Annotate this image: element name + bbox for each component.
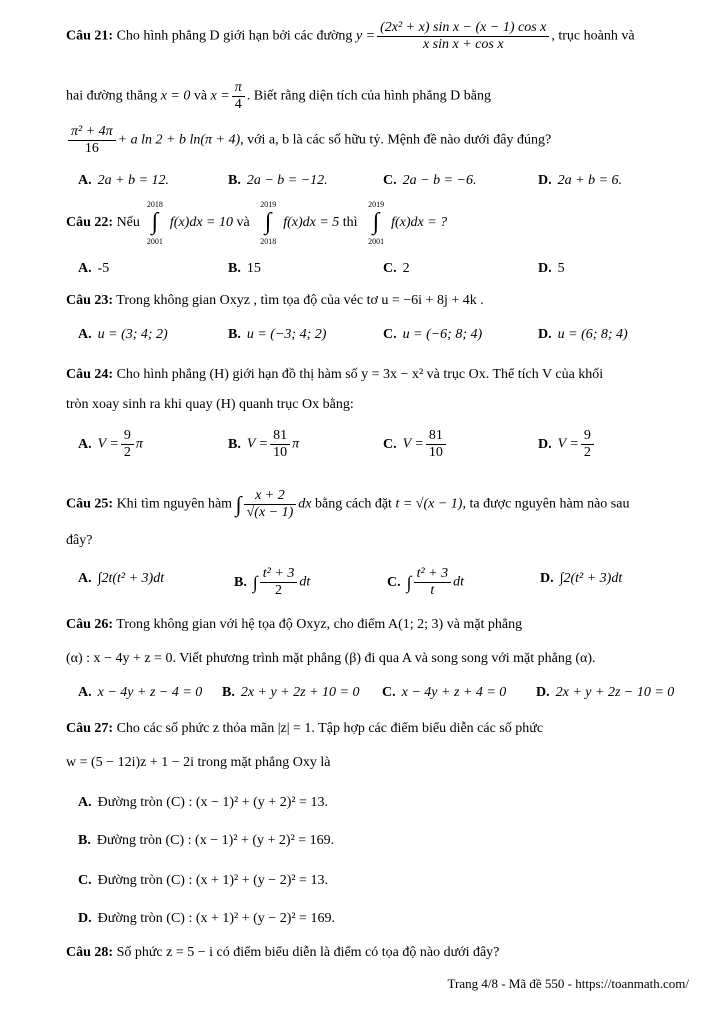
option-text: -5 bbox=[97, 261, 110, 276]
q26-line1 bbox=[66, 616, 522, 634]
option-text: u = (−6; 8; 4) bbox=[402, 327, 483, 342]
option-fraction bbox=[581, 428, 594, 461]
option-tail: dt bbox=[453, 574, 464, 590]
integral-sign-icon: ∫ bbox=[264, 209, 272, 235]
option-denominator: 2 bbox=[275, 583, 283, 598]
q24-option-a[interactable] bbox=[78, 428, 143, 461]
q25-option-c[interactable] bbox=[387, 566, 464, 599]
q25-text-3: , ta được nguyên hàm nào sau bbox=[462, 496, 630, 512]
integral-lower-bound: 2001 bbox=[368, 237, 385, 246]
option-fraction bbox=[121, 428, 134, 461]
option-letter: B. bbox=[234, 574, 247, 590]
q27-label: Câu 27: bbox=[66, 721, 114, 736]
option-text: 2 bbox=[402, 261, 410, 276]
option-text: 15 bbox=[246, 261, 261, 276]
q21-x0: x = 0 bbox=[160, 88, 191, 104]
q21-xpi-denominator: 4 bbox=[234, 97, 242, 112]
option-lhs: V = bbox=[557, 436, 579, 452]
option-letter: B. bbox=[228, 436, 241, 452]
integral-upper-bound: 2018 bbox=[146, 200, 163, 209]
option-letter: B. bbox=[222, 685, 235, 700]
option-numerator: 81 bbox=[426, 428, 446, 445]
integral-upper-bound: 2019 bbox=[368, 200, 385, 209]
q26-line2 bbox=[66, 650, 595, 668]
integral-sign-icon: ∫ bbox=[252, 572, 258, 593]
q26-label: Câu 26: bbox=[66, 617, 114, 632]
q21-option-c[interactable] bbox=[383, 172, 476, 190]
q25-integrand-tail: dx bbox=[298, 496, 312, 512]
option-letter: C. bbox=[382, 685, 396, 700]
q26-option-a[interactable] bbox=[78, 684, 202, 702]
q23-option-d[interactable] bbox=[538, 326, 628, 344]
option-letter: A. bbox=[78, 436, 92, 452]
option-letter: B. bbox=[228, 261, 241, 276]
q21-option-a[interactable] bbox=[78, 172, 169, 190]
q28-label: Câu 28: bbox=[66, 945, 114, 960]
q21-xpi-fraction bbox=[232, 80, 245, 113]
option-fraction bbox=[414, 566, 452, 599]
q23-label: Câu 23: bbox=[66, 293, 114, 308]
q25-integrand-numerator: x + 2 bbox=[244, 488, 297, 505]
q26-option-c[interactable] bbox=[382, 684, 506, 702]
option-letter: A. bbox=[78, 327, 92, 342]
option-text: 2a − b = −6. bbox=[402, 173, 477, 188]
q21-formula-numerator: (2x² + x) sin x − (x − 1) cos x bbox=[377, 20, 549, 37]
option-lhs: V = bbox=[402, 436, 424, 452]
option-lhs: V = bbox=[246, 436, 269, 452]
option-denominator: 10 bbox=[273, 445, 288, 460]
q24-text: Cho hình phẳng (H) giới hạn đồ thị hàm số y = 3x − x² và trục Ox. Thể tích V của khối bbox=[113, 367, 604, 382]
q25-text: Khi tìm nguyên hàm bbox=[113, 496, 236, 512]
option-text: Đường tròn (C) : (x + 1)² + (y − 2)² = 13. bbox=[97, 873, 328, 888]
option-denominator: 2 bbox=[583, 445, 591, 460]
option-letter: C. bbox=[383, 173, 397, 188]
q25-label: Câu 25: bbox=[66, 496, 114, 512]
option-letter: A. bbox=[78, 795, 92, 810]
option-letter: D. bbox=[540, 571, 554, 586]
option-fraction bbox=[260, 566, 298, 599]
option-fraction bbox=[426, 428, 446, 461]
q23-option-a[interactable] bbox=[78, 326, 168, 344]
q27-option-d[interactable] bbox=[78, 910, 335, 928]
q21-area-rest: + a ln 2 + b ln(π + 4) bbox=[117, 132, 241, 148]
option-tail: π bbox=[292, 436, 300, 452]
q23-text: Trong không gian Oxyz , tìm tọa độ của véc tơ u = −6i + 8j + 4k . bbox=[113, 293, 484, 308]
option-letter: D. bbox=[538, 327, 552, 342]
q27-text: Cho các số phức z thỏa mãn |z| = 1. Tập hợp các điểm biểu diễn các số phức bbox=[113, 721, 544, 736]
q21-option-d[interactable] bbox=[538, 172, 622, 190]
option-letter: B. bbox=[228, 327, 241, 342]
q26-option-d[interactable] bbox=[536, 684, 674, 702]
q22-integral-3-body: f(x)dx = ? bbox=[391, 215, 448, 231]
option-letter: D. bbox=[538, 261, 552, 276]
q23-line bbox=[66, 292, 484, 310]
option-letter: D. bbox=[78, 911, 92, 926]
q24-line1 bbox=[66, 366, 603, 384]
q21-label: Câu 21: bbox=[66, 28, 114, 44]
option-numerator: t² + 3 bbox=[260, 566, 298, 583]
q22-integral-1-body: f(x)dx = 10 bbox=[169, 215, 233, 231]
q21-area-denominator: 16 bbox=[84, 141, 99, 156]
q21-option-b[interactable] bbox=[228, 172, 328, 190]
q21-and: và bbox=[190, 88, 211, 104]
q25-substitution: t = √(x − 1) bbox=[395, 496, 463, 512]
q21-text-2: , trục hoành và bbox=[551, 28, 635, 44]
option-lhs: V = bbox=[97, 436, 119, 452]
integral-sign-icon: ∫ bbox=[406, 572, 412, 593]
q27-option-a[interactable] bbox=[78, 794, 328, 812]
q22-integral-3 bbox=[363, 200, 389, 246]
q25-line2 bbox=[66, 532, 92, 550]
q21-formula-lhs: y = bbox=[355, 28, 376, 44]
q21-formula-denominator: x sin x + cos x bbox=[422, 37, 504, 52]
q25-integrand-denominator: √(x − 1) bbox=[246, 505, 294, 520]
q27-option-b[interactable] bbox=[78, 832, 334, 850]
option-letter: D. bbox=[538, 436, 552, 452]
option-text: u = (6; 8; 4) bbox=[557, 327, 628, 342]
option-letter: A. bbox=[78, 571, 92, 586]
q25-text-4: đây? bbox=[66, 533, 93, 548]
q22-and: và bbox=[232, 215, 254, 231]
q22-then: thì bbox=[339, 215, 362, 231]
q25-integrand-fraction bbox=[244, 488, 297, 521]
q22-option-d[interactable] bbox=[538, 260, 565, 278]
option-denominator: 10 bbox=[428, 445, 443, 460]
q21-formula-fraction bbox=[377, 20, 549, 53]
q22-integral-1 bbox=[142, 200, 168, 246]
option-tail: dt bbox=[299, 574, 311, 590]
option-numerator: 9 bbox=[581, 428, 594, 445]
q24-line2 bbox=[66, 396, 354, 414]
q22-line bbox=[66, 200, 447, 246]
option-letter: C. bbox=[78, 873, 92, 888]
option-letter: B. bbox=[228, 173, 241, 188]
q24-label: Câu 24: bbox=[66, 367, 114, 382]
q21-text-5: , với a, b là các số hữu tỷ. Mệnh đề nào dưới đây đúng? bbox=[240, 132, 552, 148]
q24-option-b[interactable] bbox=[228, 428, 299, 461]
option-text: 2a − b = −12. bbox=[246, 173, 328, 188]
q21-text-4: . Biết rằng diện tích của hình phẳng D bằng bbox=[246, 88, 491, 104]
q22-integral-2 bbox=[255, 200, 281, 246]
q21-text: Cho hình phẳng D giới hạn bởi các đường bbox=[113, 28, 356, 44]
option-tail: π bbox=[135, 436, 143, 452]
option-text: Đường tròn (C) : (x − 1)² + (y + 2)² = 13. bbox=[97, 795, 328, 810]
q26-text: Trong không gian với hệ tọa độ Oxyz, cho điểm A(1; 2; 3) và mặt phẳng bbox=[113, 617, 523, 632]
option-numerator: 81 bbox=[270, 428, 290, 445]
q27-text-2: w = (5 − 12i)z + 1 − 2i trong mặt phẳng Oxy là bbox=[66, 755, 331, 770]
q21-line1 bbox=[66, 20, 635, 53]
option-text: u = (3; 4; 2) bbox=[97, 327, 168, 342]
option-text: ∫2t(t² + 3)dt bbox=[97, 571, 165, 586]
q24-option-c[interactable] bbox=[383, 428, 448, 461]
q26-text-2: (α) : x − 4y + z = 0. Viết phương trình mặt phẳng (β) đi qua A và song song với mặt phẳng (α). bbox=[66, 651, 596, 666]
option-text: Đường tròn (C) : (x − 1)² + (y + 2)² = 169. bbox=[96, 833, 335, 848]
option-letter: B. bbox=[78, 833, 91, 848]
q23-option-b[interactable] bbox=[228, 326, 326, 344]
q21-xpi-numerator: π bbox=[232, 80, 245, 97]
option-denominator: 2 bbox=[123, 445, 131, 460]
q24-option-d[interactable] bbox=[538, 428, 596, 461]
q21-line2 bbox=[66, 80, 491, 113]
q25-option-d[interactable] bbox=[540, 570, 622, 588]
q28-text: Số phức z = 5 − i có điểm biểu diễn là điểm có tọa độ nào dưới đây? bbox=[113, 945, 500, 960]
option-letter: C. bbox=[387, 574, 401, 590]
option-text: u = (−3; 4; 2) bbox=[246, 327, 327, 342]
option-letter: C. bbox=[383, 261, 397, 276]
option-numerator: t² + 3 bbox=[414, 566, 452, 583]
q27-line1 bbox=[66, 720, 543, 738]
q25-option-a[interactable] bbox=[78, 570, 164, 588]
option-letter: A. bbox=[78, 261, 92, 276]
option-denominator: t bbox=[430, 583, 435, 598]
integral-lower-bound: 2001 bbox=[146, 237, 163, 246]
option-text: 2a + b = 6. bbox=[557, 173, 623, 188]
option-letter: D. bbox=[536, 685, 550, 700]
integral-sign-icon: ∫ bbox=[151, 209, 159, 235]
q22-integral-2-body: f(x)dx = 5 bbox=[283, 215, 340, 231]
option-letter: A. bbox=[78, 685, 92, 700]
q22-label: Câu 22: bbox=[66, 215, 114, 231]
option-text: 2x + y + 2z − 10 = 0 bbox=[555, 685, 675, 700]
q21-text-3: hai đường thẳng bbox=[66, 88, 161, 104]
q21-xpi-lhs: x = bbox=[210, 88, 230, 104]
option-text: 2x + y + 2z + 10 = 0 bbox=[240, 685, 360, 700]
option-letter: D. bbox=[538, 173, 552, 188]
option-text: 2a + b = 12. bbox=[97, 173, 170, 188]
option-text: 5 bbox=[557, 261, 565, 276]
q22-option-c[interactable] bbox=[383, 260, 410, 278]
integral-sign-icon: ∫ bbox=[372, 209, 380, 235]
q28-line bbox=[66, 944, 499, 962]
q22-option-b[interactable] bbox=[228, 260, 261, 278]
q23-option-c[interactable] bbox=[383, 326, 482, 344]
q21-area-fraction bbox=[68, 124, 116, 157]
q26-option-b[interactable] bbox=[222, 684, 360, 702]
option-letter: C. bbox=[383, 327, 397, 342]
option-numerator: 9 bbox=[121, 428, 134, 445]
q25-text-2: bằng cách đặt bbox=[311, 496, 396, 512]
option-text: x − 4y + z − 4 = 0 bbox=[97, 685, 203, 700]
q27-line2 bbox=[66, 754, 330, 772]
option-text: Đường tròn (C) : (x + 1)² + (y − 2)² = 169. bbox=[97, 911, 335, 926]
option-fraction bbox=[270, 428, 290, 461]
option-letter: C. bbox=[383, 436, 397, 452]
q24-text-2: tròn xoay sinh ra khi quay (H) quanh trục Ox bằng: bbox=[66, 397, 354, 412]
option-text: ∫2(t² + 3)dt bbox=[559, 571, 623, 586]
q27-option-c[interactable] bbox=[78, 872, 328, 890]
integral-upper-bound: 2019 bbox=[260, 200, 277, 209]
q21-line3 bbox=[66, 124, 551, 157]
q25-line1 bbox=[66, 488, 629, 521]
q22-option-a[interactable] bbox=[78, 260, 109, 278]
integral-lower-bound: 2018 bbox=[260, 237, 277, 246]
q21-area-numerator: π² + 4π bbox=[68, 124, 116, 141]
page-footer: Trang 4/8 - Mã đề 550 - https://toanmath.com/ bbox=[447, 976, 689, 991]
option-letter: A. bbox=[78, 173, 92, 188]
q25-option-b[interactable] bbox=[234, 566, 310, 599]
integral-sign-icon: ∫ bbox=[235, 491, 242, 517]
q22-text: Nếu bbox=[113, 215, 140, 231]
option-text: x − 4y + z + 4 = 0 bbox=[401, 685, 507, 700]
